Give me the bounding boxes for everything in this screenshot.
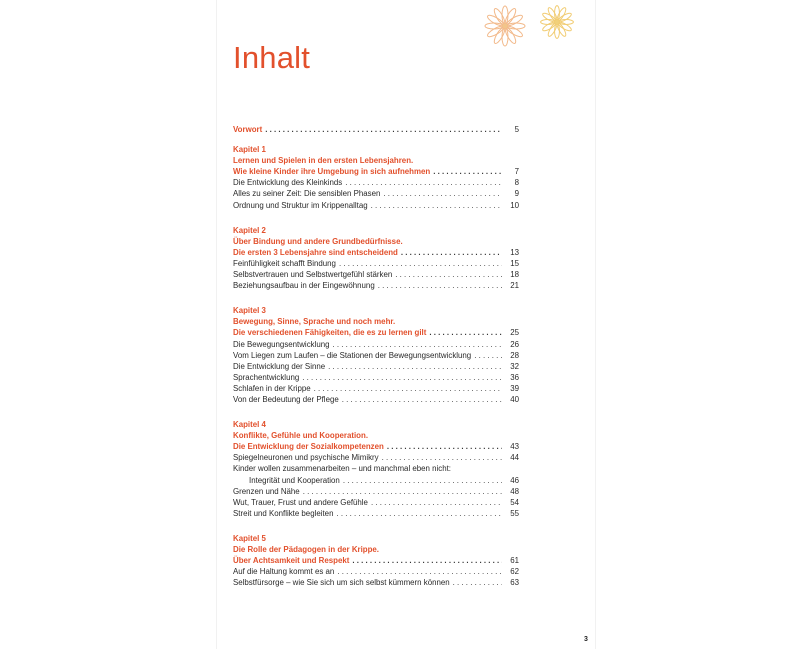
dot-leader bbox=[429, 327, 502, 338]
chapter-label: Kapitel 1 bbox=[233, 145, 266, 155]
dot-leader bbox=[339, 258, 502, 269]
dot-leader bbox=[474, 350, 502, 361]
dot-leader bbox=[265, 124, 502, 135]
toc-entry[interactable] bbox=[233, 188, 519, 199]
toc-entry-page: 48 bbox=[510, 486, 519, 496]
dot-leader bbox=[314, 383, 502, 394]
dot-leader bbox=[352, 555, 502, 566]
toc-entry-title: Grenzen und Nähe bbox=[233, 486, 300, 496]
toc-entry[interactable] bbox=[233, 350, 519, 361]
chapter-heading: Bewegung, Sinne, Sprache und noch mehr. bbox=[233, 317, 396, 327]
toc-entry[interactable] bbox=[233, 497, 519, 508]
dot-leader bbox=[382, 452, 502, 463]
toc-entry-page: 5 bbox=[514, 125, 519, 134]
toc-entry[interactable] bbox=[233, 280, 519, 291]
page-title: Inhalt bbox=[233, 40, 311, 75]
toc-entry-title: Selbstvertrauen und Selbstwertgefühl stärken bbox=[233, 270, 393, 280]
chapter-block bbox=[233, 144, 519, 225]
dot-leader bbox=[387, 441, 502, 452]
toc-entry-title: Ordnung und Struktur im Krippenalltag bbox=[233, 200, 368, 210]
toc-entry-page: 10 bbox=[510, 200, 519, 210]
toc-entry-page: 13 bbox=[510, 247, 519, 257]
toc-entry[interactable] bbox=[233, 463, 519, 474]
toc-entry-page: 44 bbox=[510, 453, 519, 463]
dot-leader bbox=[453, 577, 502, 588]
toc-entry-title: Vom Liegen zum Laufen – die Stationen der Bewegungsentwicklung bbox=[233, 350, 472, 360]
toc-entry[interactable] bbox=[233, 339, 519, 350]
toc-entry[interactable] bbox=[233, 566, 519, 577]
flower-decoration-icon bbox=[475, 4, 595, 54]
chapter-label: Kapitel 4 bbox=[233, 420, 266, 430]
toc-entry-page: 32 bbox=[510, 361, 519, 371]
toc-entry-title: Selbstfürsorge – wie Sie sich um sich selbst kümmern können bbox=[233, 578, 450, 588]
dot-leader bbox=[371, 497, 502, 508]
chapter-subheading-entry[interactable] bbox=[233, 555, 519, 566]
toc-entry[interactable] bbox=[233, 486, 519, 497]
toc-entry-title: Kinder wollen zusammenarbeiten – und manchmal eben nicht: bbox=[233, 464, 451, 474]
toc-entry-title: Wie kleine Kinder ihre Umgebung in sich aufnehmen bbox=[233, 167, 431, 177]
toc-entry-title: Streit und Konflikte begleiten bbox=[233, 508, 334, 518]
page-number: 3 bbox=[584, 636, 588, 643]
toc-entry-title: Die Entwicklung des Kleinkinds bbox=[233, 178, 343, 188]
chapter-heading: Konflikte, Gefühle und Kooperation. bbox=[233, 431, 369, 441]
toc-entry-title: Die verschiedenen Fähigkeiten, die es zu lernen gilt bbox=[233, 328, 427, 338]
chapter-list bbox=[233, 144, 519, 588]
dot-leader bbox=[333, 339, 503, 350]
toc-entry-page: 55 bbox=[510, 508, 519, 518]
chapter-block bbox=[233, 419, 519, 533]
dot-leader bbox=[337, 566, 502, 577]
dot-leader bbox=[345, 177, 502, 188]
chapter-heading: Lernen und Spielen in den ersten Lebensjahren. bbox=[233, 156, 414, 166]
toc-entry-title: Feinfühligkeit schafft Bindung bbox=[233, 258, 336, 268]
toc-entry-page: 63 bbox=[510, 578, 519, 588]
toc-entry[interactable] bbox=[233, 577, 519, 588]
toc-entry[interactable] bbox=[233, 475, 519, 486]
toc-entry-title: Die Bewegungsentwicklung bbox=[233, 339, 330, 349]
dot-leader bbox=[401, 247, 502, 258]
toc-entry-page: 25 bbox=[510, 328, 519, 338]
toc-entry-page: 43 bbox=[510, 442, 519, 452]
chapter-subheading-entry[interactable] bbox=[233, 327, 519, 338]
toc-entry-title: Schlafen in der Krippe bbox=[233, 383, 311, 393]
toc-entry-page: 21 bbox=[510, 281, 519, 291]
toc-entry[interactable] bbox=[233, 177, 519, 188]
dot-leader bbox=[433, 166, 502, 177]
toc-entry-page: 40 bbox=[510, 394, 519, 404]
chapter-subheading-entry[interactable] bbox=[233, 441, 519, 452]
toc-entry-page: 36 bbox=[510, 372, 519, 382]
toc-entry-title: Die Entwicklung der Sozialkompetenzen bbox=[233, 442, 384, 452]
toc-entry-page: 26 bbox=[510, 339, 519, 349]
dot-leader bbox=[343, 475, 502, 486]
toc-entry-page: 15 bbox=[510, 258, 519, 268]
toc-entry[interactable] bbox=[233, 258, 519, 269]
toc-entry-page: 54 bbox=[510, 497, 519, 507]
toc-entry[interactable] bbox=[233, 394, 519, 405]
toc-entry-page: 61 bbox=[510, 556, 519, 566]
dot-leader bbox=[342, 394, 502, 405]
dot-leader bbox=[336, 508, 502, 519]
dot-leader bbox=[303, 486, 502, 497]
toc-entry-title: Von der Bedeutung der Pflege bbox=[233, 394, 339, 404]
chapter-label: Kapitel 3 bbox=[233, 306, 266, 316]
dot-leader bbox=[371, 200, 502, 211]
book-page bbox=[217, 0, 595, 649]
chapter-heading: Über Bindung und andere Grundbedürfnisse. bbox=[233, 236, 403, 246]
toc-entry-page: 7 bbox=[514, 167, 519, 177]
toc-entry[interactable] bbox=[233, 383, 519, 394]
toc-entry-title: Über Achtsamkeit und Respekt bbox=[233, 556, 350, 566]
chapter-heading: Die Rolle der Pädagogen in der Krippe. bbox=[233, 545, 380, 554]
toc-entry[interactable] bbox=[233, 361, 519, 372]
chapter-label: Kapitel 2 bbox=[233, 225, 266, 235]
toc-entry-vorwort[interactable] bbox=[233, 124, 519, 135]
toc-entry-title: Wut, Trauer, Frust und andere Gefühle bbox=[233, 497, 368, 507]
toc-entry-title: Integrität und Kooperation bbox=[249, 475, 340, 485]
toc-entry[interactable] bbox=[233, 508, 519, 519]
toc-entry-page: 9 bbox=[514, 189, 519, 199]
toc-entry-page: 28 bbox=[510, 350, 519, 360]
chapter-label: Kapitel 5 bbox=[233, 533, 266, 543]
chapter-subheading-entry[interactable] bbox=[233, 247, 519, 258]
toc-entry-title: Vorwort bbox=[233, 125, 263, 134]
chapter-block bbox=[233, 225, 519, 306]
chapter-subheading-entry[interactable] bbox=[233, 166, 519, 177]
toc-entry[interactable] bbox=[233, 269, 519, 280]
toc-entry-title: Beziehungsaufbau in der Eingewöhnung bbox=[233, 281, 375, 291]
table-of-contents bbox=[233, 124, 519, 588]
toc-entry-title: Spiegelneuronen und psychische Mimikry bbox=[233, 453, 379, 463]
toc-entry-page: 62 bbox=[510, 567, 519, 577]
dot-leader bbox=[395, 269, 502, 280]
toc-entry[interactable] bbox=[233, 372, 519, 383]
dot-leader bbox=[328, 361, 502, 372]
dot-leader bbox=[302, 372, 502, 383]
toc-entry-page: 46 bbox=[510, 475, 519, 485]
toc-entry-title: Sprachentwicklung bbox=[233, 372, 300, 382]
toc-entry-title: Die ersten 3 Lebensjahre sind entscheidend bbox=[233, 247, 398, 257]
toc-entry-page: 39 bbox=[510, 383, 519, 393]
toc-entry-title: Auf die Haltung kommt es an bbox=[233, 567, 335, 577]
toc-entry-title: Die Entwicklung der Sinne bbox=[233, 361, 326, 371]
dot-leader bbox=[383, 188, 502, 199]
dot-leader bbox=[378, 280, 502, 291]
chapter-block bbox=[233, 533, 519, 588]
toc-entry[interactable] bbox=[233, 200, 519, 211]
toc-entry[interactable] bbox=[233, 452, 519, 463]
chapter-block bbox=[233, 305, 519, 419]
toc-entry-page: 8 bbox=[514, 178, 519, 188]
toc-entry-title: Alles zu seiner Zeit: Die sensiblen Phasen bbox=[233, 189, 381, 199]
toc-entry-page: 18 bbox=[510, 270, 519, 280]
